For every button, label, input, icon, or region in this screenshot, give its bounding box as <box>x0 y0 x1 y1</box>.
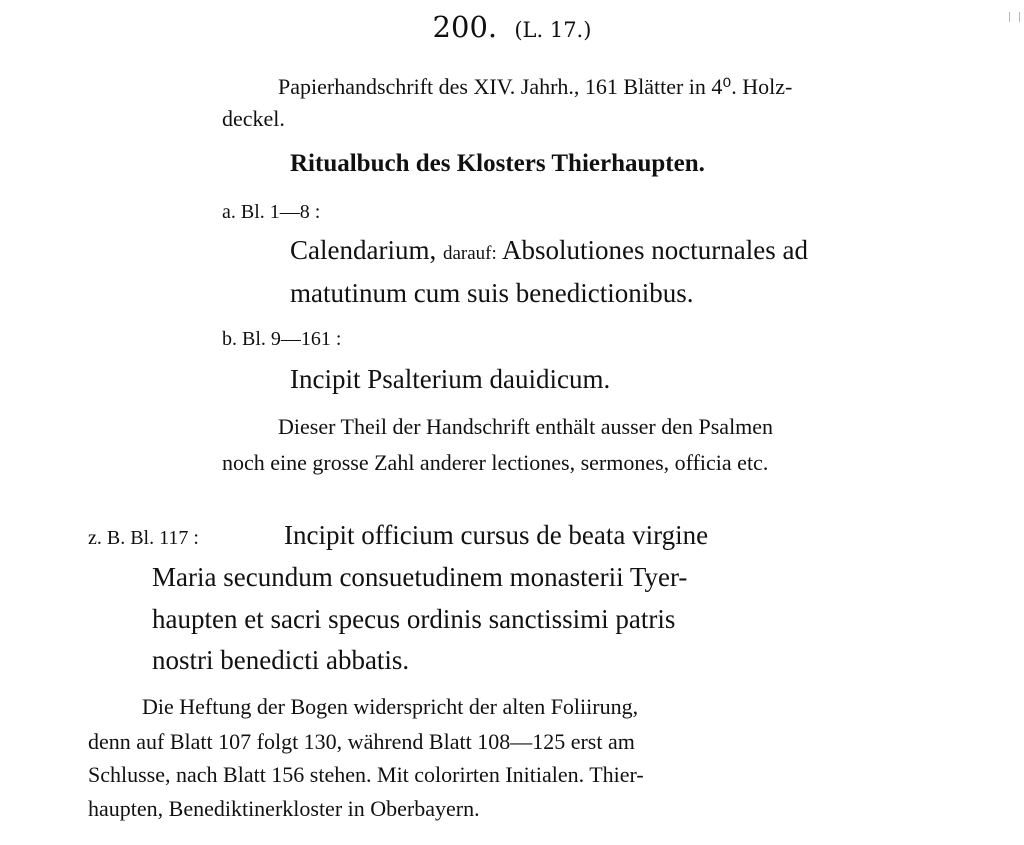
section-a-line-1: Calendarium, darauf: Absolutiones nocturnales ad <box>290 235 808 265</box>
note-line-1: Dieser Theil der Handschrift enthält ausser den Psalmen <box>278 414 774 439</box>
example-line-1: Incipit officium cursus de beata virgine <box>284 520 709 550</box>
example-line-2: Maria secundum consuetudinem monasterii Tyer- <box>152 562 688 592</box>
remark-line-4: haupten, Benediktinerkloster in Oberbayern. <box>88 796 480 821</box>
manuscript-title: Ritualbuch des Klosters Thierhaupten. <box>290 150 705 177</box>
entry-reference: (L. 17.) <box>514 18 592 42</box>
section-a-line-2: matutinum cum suis benedictionibus. <box>290 278 694 308</box>
remark-line-2: denn auf Blatt 107 folgt 130, während Blatt 108—125 erst am <box>88 729 635 754</box>
remark-line-1: Die Heftung der Bogen widerspricht der alten Foliirung, <box>142 694 639 719</box>
section-b-line-1: Incipit Psalterium dauidicum. <box>290 364 611 394</box>
note-line-2: noch eine grosse Zahl anderer lectiones, sermones, officia etc. <box>222 450 769 475</box>
entry-number: 200. <box>432 10 498 44</box>
section-b-label: b. Bl. 9—161 : <box>222 328 342 350</box>
description-line-2: deckel. <box>222 106 285 131</box>
example-line-4: nostri benedicti abbatis. <box>152 645 410 675</box>
remark-line-3: Schlusse, nach Blatt 156 stehen. Mit colorirten Initialen. Thier- <box>88 762 644 787</box>
example-line-3: haupten et sacri specus ordinis sanctissimi patris <box>152 604 676 634</box>
description-line-1: Papierhandschrift des XIV. Jahrh., 161 Blätter in 4⁰. Holz- <box>278 74 793 99</box>
section-a-label: a. Bl. 1—8 : <box>222 201 321 223</box>
example-label: z. B. Bl. 117 : <box>88 527 199 549</box>
entry-number-heading <box>0 10 1024 44</box>
